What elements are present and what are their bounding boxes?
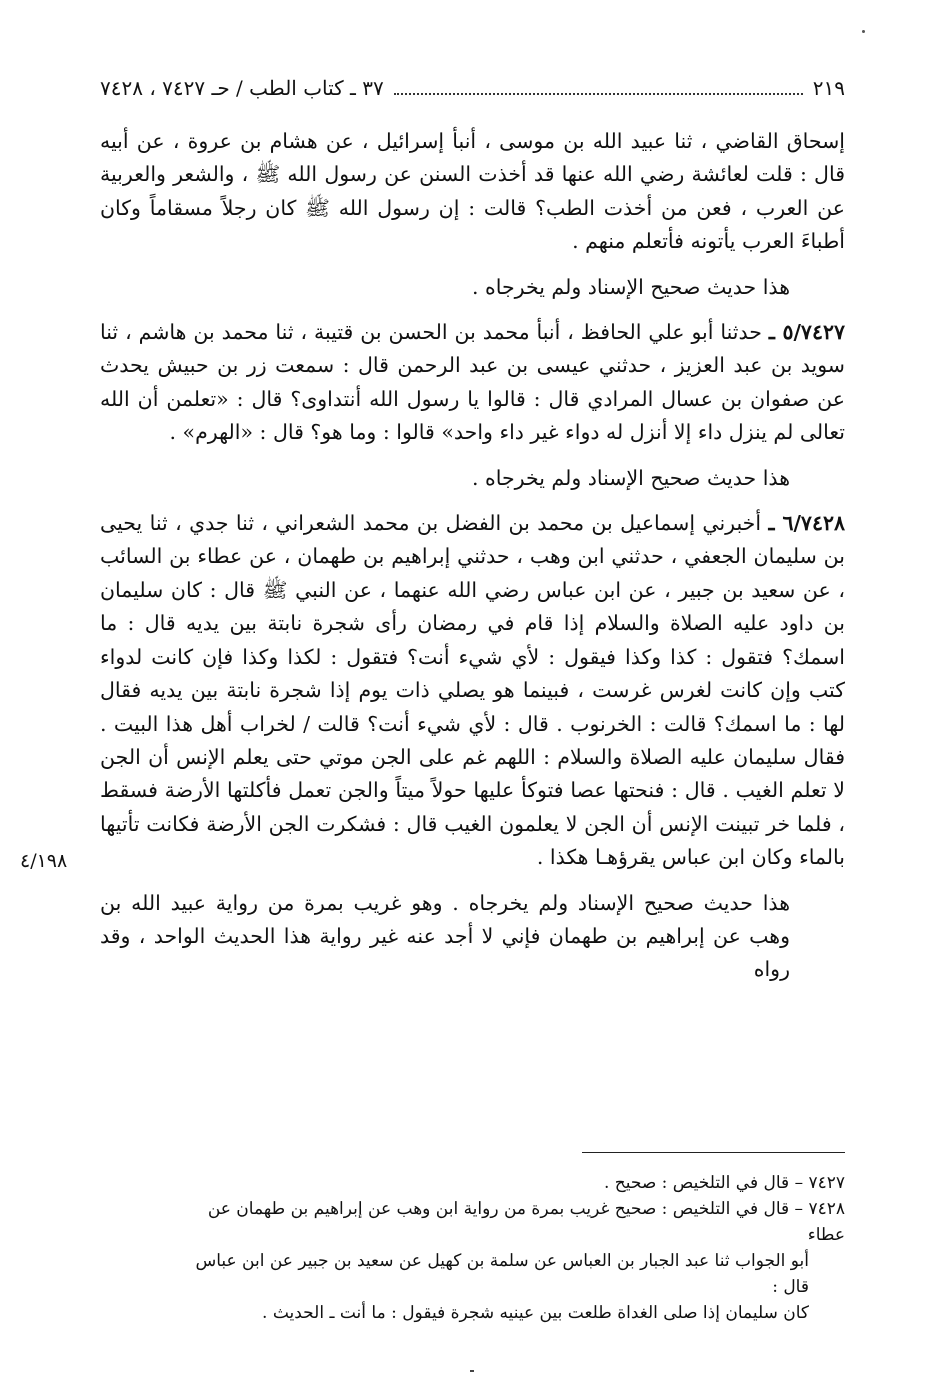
grading-note: هذا حديث صحيح الإسناد ولم يخرجاه .: [471, 274, 790, 299]
hadith-7428: [100, 507, 845, 874]
grading-note: هذا حديث صحيح الإسناد ولم يخرجاه .: [471, 465, 790, 490]
main-text: [100, 125, 845, 999]
paragraph-continuation: إسحاق القاضي ، ثنا عبيد الله بن موسى ، أنبأ إسرائيل ، عن هشام بن عروة ، عن أبيه قال : قلت لعائشة رضي الله عنها قد أخذت السنن عن رسول الله ﷺ ، والشعر والعربية عن العرب ، فعن من أخذت الطب؟ قالت : إن رسول الله ﷺ كان رجلاً مسقاماً وكان أطباءَ العرب يأتونه فأتعلم منهم .: [100, 129, 845, 254]
header-leader-dots: [394, 81, 803, 95]
footnotes: [180, 1170, 845, 1326]
manuscript-reference: ٤/١٩٨: [20, 850, 68, 872]
footnote-continuation: أبو الجواب ثنا عبد الجبار بن العباس عن سلمة بن كهيل عن سعيد بن جبير عن ابن عباس قال :: [195, 1251, 809, 1297]
hadith-7427: [100, 316, 845, 450]
hadith-number: ٥/٧٤٢٧ ـ: [768, 320, 845, 345]
running-header: [100, 70, 845, 106]
hadith-text: حدثنا أبو علي الحافظ ، أنبأ محمد بن الحسن بن قتيبة ، ثنا محمد بن هاشم ، ثنا سويد بن عبد العزيز ، حدثني عيسى بن عبد الرحمن قال : سمعت زر بن حبيش يحدث عن صفوان بن عسال المرادي قال : قالوا يا رسول الله أنتداوى؟ قال : «تعلمن أن الله تعالى لم ينزل داء إلا أنزل له دواء غير داء واحد» قالوا : وما هو؟ قال : «الهرم» .: [100, 320, 845, 445]
hadith-text: أخبرني إسماعيل بن محمد بن الفضل بن محمد الشعراني ، ثنا جدي ، ثنا يحيى بن سليمان الجعفي ، حدثني ابن وهب ، حدثني إبراهيم بن طهمان ، عن عطاء بن السائب ، عن سعيد بن جبير ، عن ابن عباس رضي الله عنهما ، عن النبي ﷺ قال : كان سليمان بن داود عليه الصلاة والسلام إذا قام في رمضان رأى شجرة نابتة بين يديه قال : ما اسمك؟ فتقول : كذا وكذا فيقول : لأي شيء أنت؟ فتقول : لكذا وكذا فإن كانت لدواء كتب وإن كانت لغرس غرست ، فبينما هو يصلي ذات يوم إذا شجرة نابتة بين يديه فقال لها : ما اسمك؟ قالت : الخرنوب . قال : لأي شيء أنت؟ قالت / لخراب أهل هذا البيت . فقال سليمان عليه الصلاة والسلام : اللهم غم على الجن موتي حتى يعلم الإنس أن الجن لا تعلم الغيب . قال : فنحتها عصا فتوكأ عليها حولاً ميتاً والجن تعمل فأكلتها الأرضة فسقط ، فلما خر تبينت الإنس أن الجن لا يعلمون الغيب قال : فشكرت الجن الأرضة فكانت تأتيها بالماء وكان ابن عباس يقرؤهـا هكذا .: [100, 511, 845, 870]
footnote-continuation: كان سليمان إذا صلى الغداة طلعت بين عينيه شجرة فيقول : ما أنت ـ الحديث .: [262, 1303, 809, 1323]
footnote-divider: [582, 1152, 845, 1153]
scan-speck: [862, 30, 865, 33]
hadith-number: ٦/٧٤٢٨ ـ: [768, 511, 845, 536]
grading-note: هذا حديث صحيح الإسناد ولم يخرجاه . وهو غريب بمرة من رواية عبيد الله بن وهب عن إبراهيم بن طهمان فإني لا أجد عنه غير رواية هذا الحديث الواحد ، وقد رواه: [100, 890, 790, 982]
page-number: ٢١٩: [812, 76, 845, 100]
footnote-7427: ٧٤٢٧ – قال في التلخيص : صحيح .: [603, 1173, 845, 1193]
header-title: ٣٧ ـ كتاب الطب / حـ ٧٤٢٧ ، ٧٤٢٨: [100, 76, 384, 100]
footnote-7428: ٧٤٢٨ – قال في التلخيص : صحيح غريب بمرة من رواية ابن وهب عن إبراهيم بن طهمان عن عطاء: [207, 1199, 845, 1245]
scan-speck: [470, 1370, 474, 1372]
